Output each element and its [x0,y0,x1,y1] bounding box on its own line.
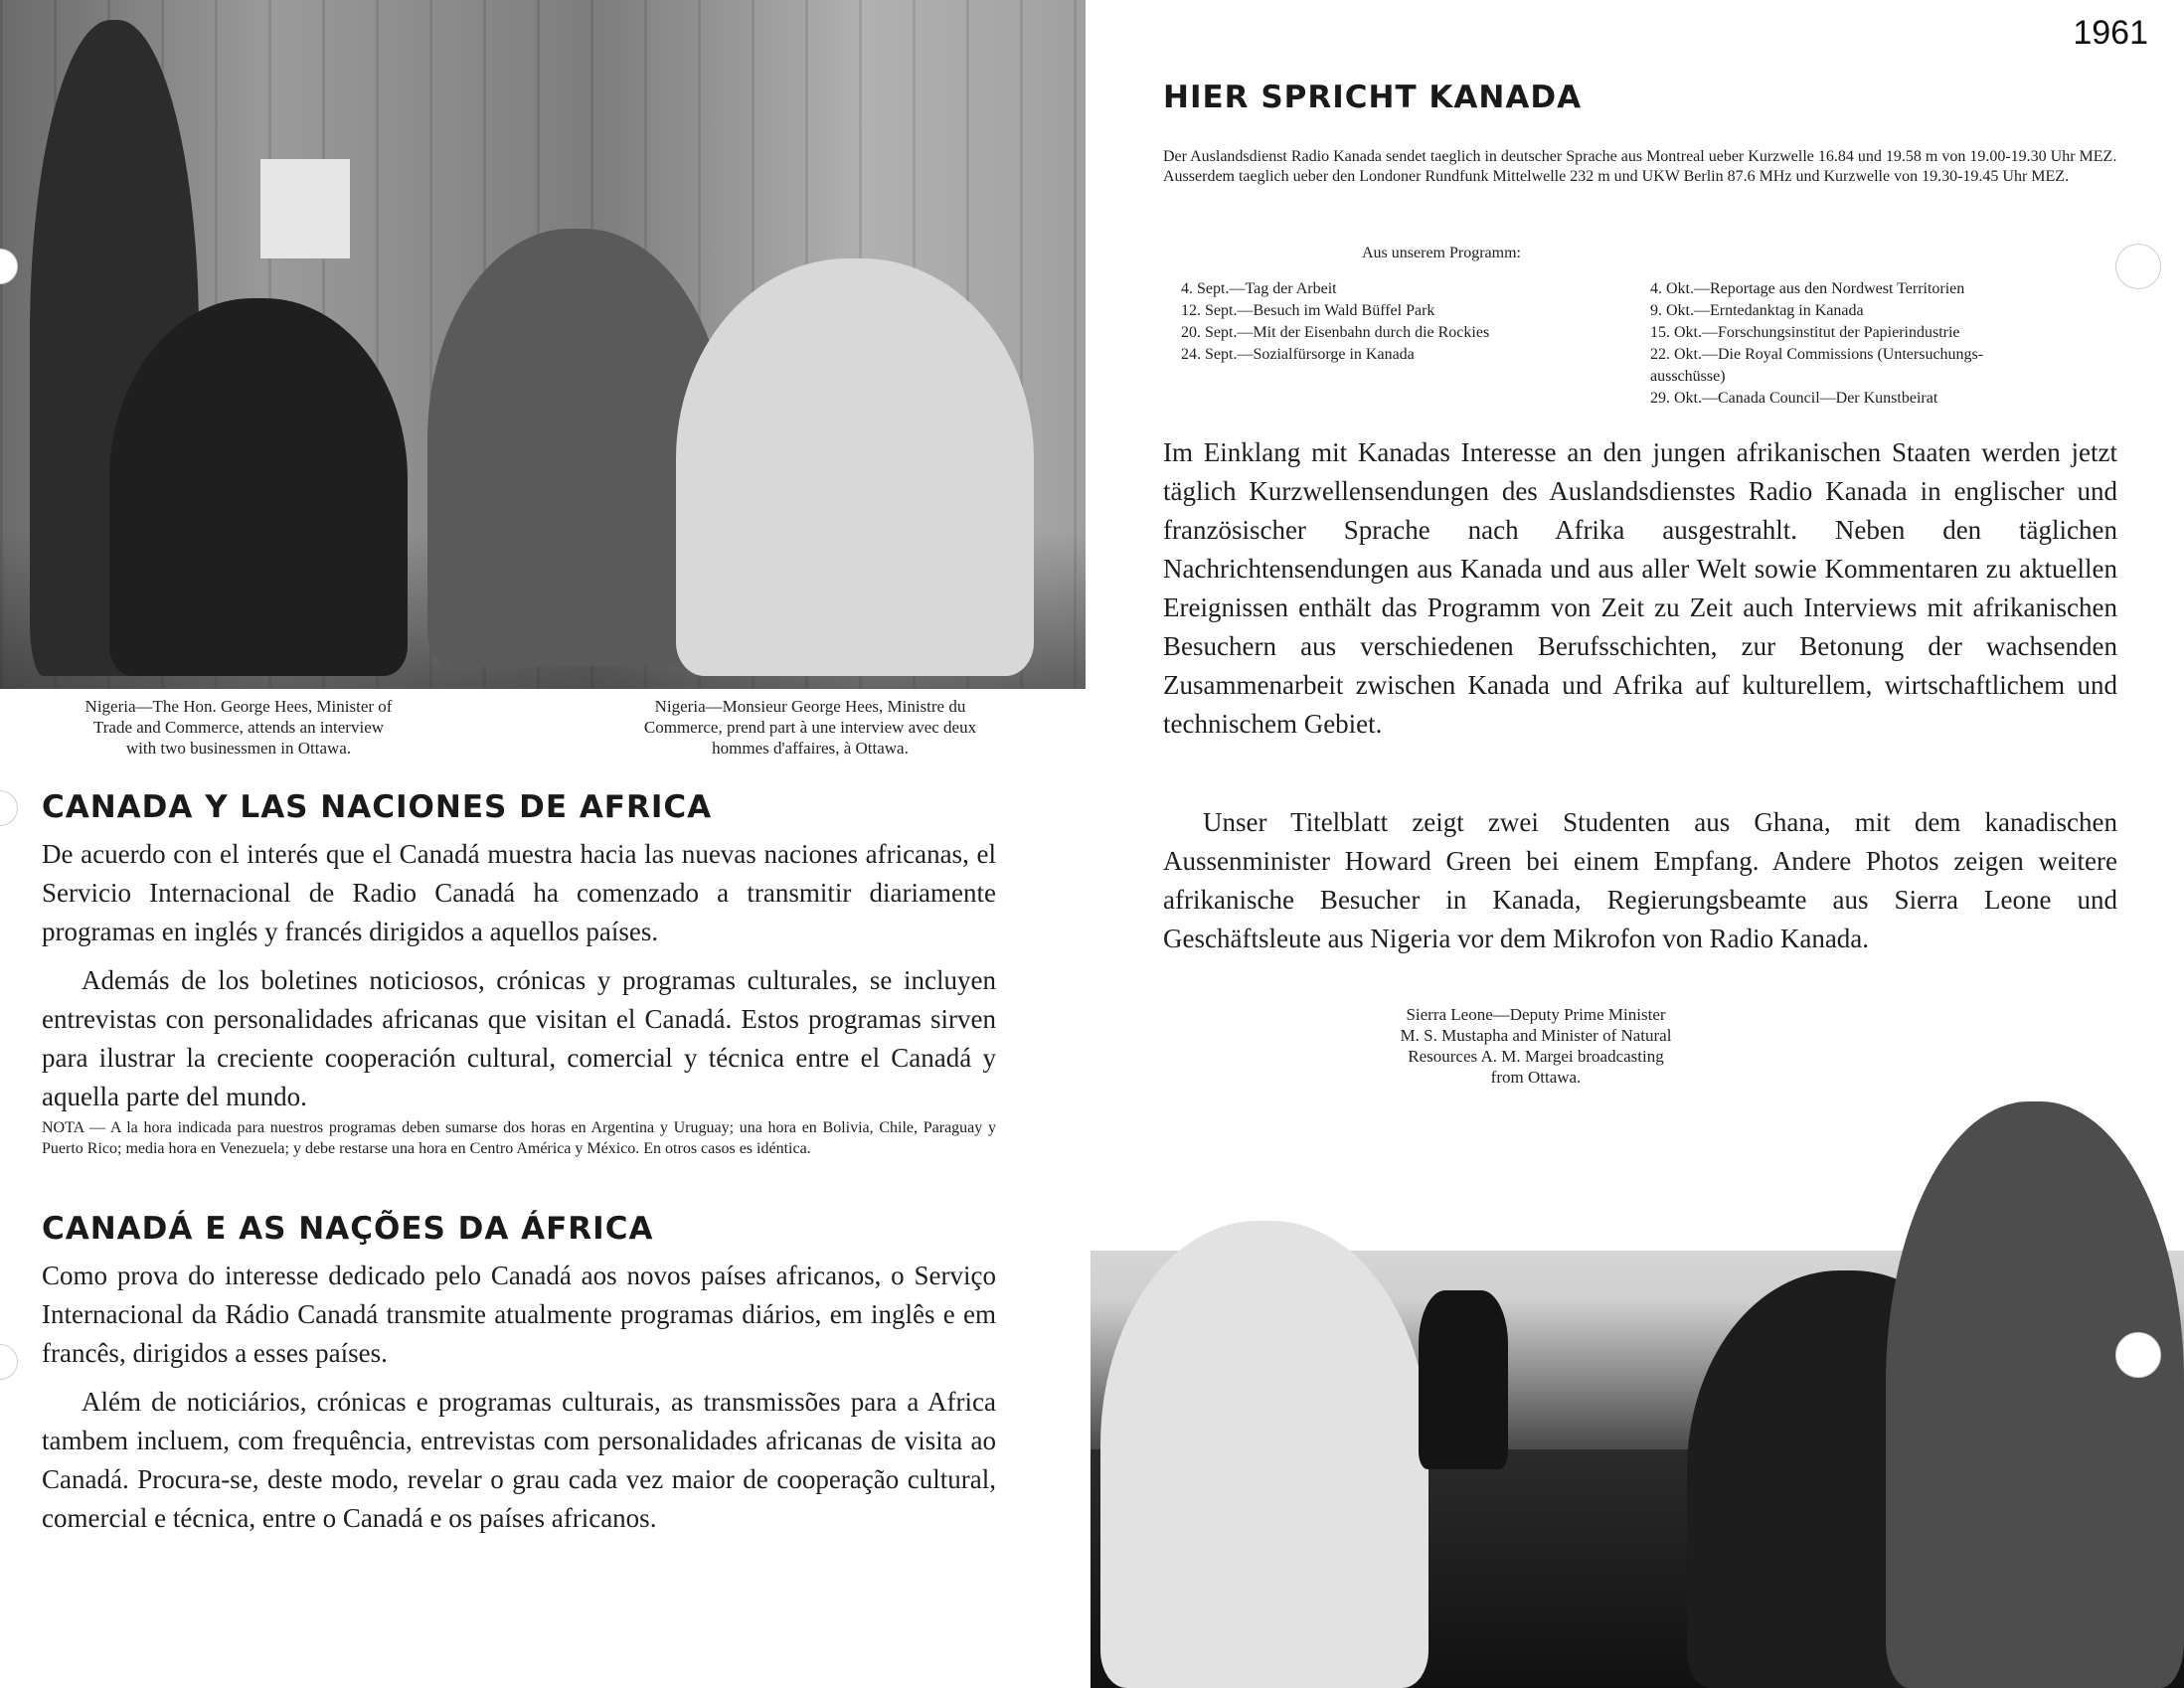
portuguese-heading: CANADÁ E AS NAÇÕES DA ÁFRICA [42,1211,654,1247]
spanish-paragraph-2: Además de los boletines noticiosos, crónicas y programas culturales, se incluyen entrevistas con personalidades africanas que visitan el Canadá. Estos programas sirven para ilustrar la creciente cooperación cultural, comercial y técnica entre el Canadá y aquella parte del mundo. [42,965,996,1111]
spanish-heading: CANADA Y LAS NACIONES DE AFRICA [42,789,713,825]
schedule-item: 9. Okt.—Erntedanktag in Kanada [1650,302,1864,319]
german-paragraph-2: Unser Titelblatt zeigt zwei Studenten aus Ghana, mit dem kanadischen Aussenminister Howard Green bei einem Empfang. Andere Photos zeigen weitere afrikanische Besucher in Kanada, Regierungsbeamte aus Sierra Leone und Geschäftsleute aus Nigeria vor dem Mikrofon von Radio Kanada. [1163,807,2117,953]
schedule-item: 24. Sept.—Sozialfürsorge in Kanada [1181,346,1415,363]
german-intro [1163,147,2117,187]
schedule-item: 4. Sept.—Tag der Arbeit [1181,280,1337,297]
spanish-body [42,835,996,1116]
german-paragraph-1: Im Einklang mit Kanadas Interesse an den jungen afrikanischen Staaten werden jetzt täglich Kurzwellensendungen des Auslandsdienstes Radio Kanada in englischer und französischer Sprache nach Afrika ausgestrahlt. Neben den täglichen Nachrichtensendungen aus Kanada und aus aller Welt sowie Kommentaren zu aktuellen Ereignissen enthält das Programm von Zeit zu Zeit auch Interviews mit afrikanischen Besuchern aus verschiedenen Berufsschichten, zur Betonung der wachsenden Zusammenarbeit zwischen Kanada und Afrika auf kulturellem, wirtschaftlichem und technischem Gebiet. [1163,437,2117,739]
schedule-item: 22. Okt.—Die Royal Commissions (Untersuchungs- ausschüsse) [1650,346,1984,385]
schedule-september [1181,278,1618,366]
schedule-item: 15. Okt.—Forschungsinstitut der Papierindustrie [1650,324,1960,341]
schedule-item: 12. Sept.—Besuch im Wald Büffel Park [1181,302,1435,319]
photo-caption-english: Nigeria—The Hon. George Hees, Minister of Trade and Commerce, attends an interview with two businessmen in Ottawa. [84,697,393,758]
binder-hole [0,1344,18,1380]
sierra-leone-broadcast-photo [1091,1092,2184,1688]
year-label: 1961 [2073,14,2148,52]
sierra-leone-caption-english: Sierra Leone—Deputy Prime Minister M. S. Mustapha and Minister of Natural Resources A. M. Margei broadcasting from Ottawa. [1400,1005,1672,1087]
schedule-october [1650,278,2107,410]
portuguese-paragraph-2: Além de noticiários, crónicas e programas culturais, as transmissões para a Africa tambem incluem, com frequência, entrevistas com personalidades africanas de visita ao Canadá. Procura-se, deste modo, revelar o grau cada vez maior de cooperação cultural, comercial e técnica, entre o Canadá e os países africanos. [42,1387,996,1533]
german-body [1163,433,2117,744]
binder-hole [2115,244,2161,289]
portuguese-paragraph-1: Como prova do interesse dedicado pelo Canadá aos novos países africanos, o Serviço Internacional da Rádio Canadá transmite atualmente programas diários, em inglês e em francês, dirigidos a esses países. [42,1261,996,1368]
portuguese-body [42,1257,996,1538]
german-heading: HIER SPRICHT KANADA [1163,80,1583,115]
schedule-item: 20. Sept.—Mit der Eisenbahn durch die Rockies [1181,324,1490,341]
schedule-label: Aus unserem Programm: [1362,245,1521,261]
german-intro-line-1: Der Auslandsdienst Radio Kanada sendet taeglich in deutscher Sprache aus Montreal ueber Kurzwelle 16.84 und 19.58 m von 19.00-19.30 Uhr MEZ. [1163,148,2117,165]
binder-hole [0,790,18,826]
binder-hole [2115,1332,2161,1378]
nigeria-interview-photo [0,0,1086,689]
german-intro-line-2: Ausserdem taeglich ueber den Londoner Rundfunk Mittelwelle 232 m und UKW Berlin 87.6 MHz und Kurzwelle von 19.30-19.45 Uhr MEZ. [1163,168,2070,185]
schedule-item: 29. Okt.—Canada Council—Der Kunstbeirat [1650,390,1938,407]
schedule-item: 4. Okt.—Reportage aus den Nordwest Territorien [1650,280,1965,297]
spanish-paragraph-1: De acuerdo con el interés que el Canadá muestra hacia las nuevas naciones africanas, el Servicio Internacional de Radio Canadá ha comenzado a transmitir diariamente programas en inglés y francés dirigidos a aquellos países. [42,839,996,946]
photo-caption-french: Nigeria—Monsieur George Hees, Ministre du Commerce, prend part à une interview avec deux hommes d'affaires, à Ottawa. [643,697,977,758]
spanish-note: NOTA — A la hora indicada para nuestros programas deben sumarse dos horas en Argentina y Uruguay; una hora en Bolivia, Chile, Paraguay y Puerto Rico; media hora en Venezuela; y debe restarse una hora en Centro América y México. En otros casos es idéntica. [42,1119,996,1157]
